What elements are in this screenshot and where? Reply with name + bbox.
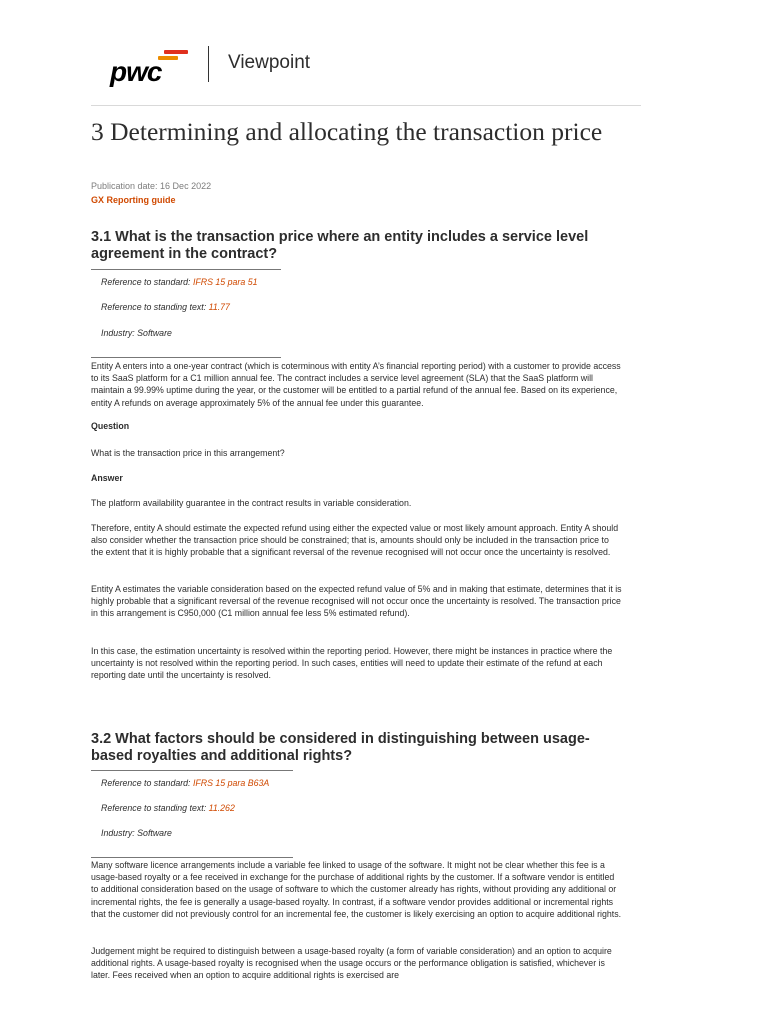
reference-standard — [101, 778, 269, 788]
answer-paragraph: In this case, the estimation uncertainty is resolved within the reporting period. However, there might be instances in practice where the uncertainty is not resolved within the reporting period. In such cases, entities will need to update their estimate of the refund at each reporting date until the uncertainty is resolved. — [91, 646, 613, 681]
reference-standing-text-link[interactable]: 11.262 — [208, 803, 235, 813]
publication-name[interactable]: Viewpoint — [228, 52, 311, 73]
reference-standing-text-label: Reference to standing text: — [101, 302, 209, 312]
guide-link[interactable]: GX Reporting guide — [91, 195, 176, 205]
publication-date: Publication date: 16 Dec 2022 — [91, 181, 212, 191]
answer-paragraph: The platform availability guarantee in the contract results in variable consideration. — [91, 498, 412, 508]
answer-label: Answer — [91, 473, 123, 483]
industry-label: Industry: Software — [101, 828, 172, 838]
answer-paragraph: Entity A estimates the variable consideration based on the expected refund value of 5% and in making that estimate, determines that it is highly probable that a significant reversal of the revenue recognised will not occur once the uncertainty is resolved. The transaction price in this arrangement is C950,000 (C1 million annual fee less 5% estimated refund). — [91, 584, 622, 619]
reference-standing-text — [101, 302, 230, 312]
reference-standing-text-label: Reference to standing text: — [101, 803, 209, 813]
question-text: What is the transaction price in this arrangement? — [91, 448, 285, 458]
reference-standard — [101, 277, 257, 287]
industry-label: Industry: Software — [101, 328, 172, 338]
section-rule — [91, 857, 293, 858]
section-rule — [91, 269, 281, 270]
reference-standard-label: Reference to standard: — [101, 778, 193, 788]
pwc-logo[interactable] — [110, 46, 190, 88]
reference-standard-link[interactable]: IFRS 15 para 51 — [192, 277, 258, 287]
header-rule — [91, 105, 641, 106]
reference-standing-text — [101, 803, 235, 813]
section-rule — [91, 357, 281, 358]
header-divider — [208, 46, 209, 82]
section-rule — [91, 770, 293, 771]
body-paragraph: Many software licence arrangements include a variable fee linked to usage of the software. It might not be clear whether this fee is a usage-based royalty or a fee received in exchange for the purchase of additional rights by the customer. If a software vendor is entitled to additional consideration based on the usage of software to which the customer already has rights, without providing any additional or incremental rights, the fee is generally a usage-based royalty. In contrast, if a software vendor provides additional or incremental rights that the customer did not previously control for an incremental fee, the customer is likely exercising an option to acquire additional rights. — [91, 860, 622, 919]
example-intro: Entity A enters into a one-year contract (which is coterminous with entity A’s financial reporting period) with a customer to provide access to its SaaS platform for a C1 million annual fee. The contract includes a service level agreement (SLA) that the SaaS platform will maintain a 99.99% uptime during the year, or the customer will be entitled to a partial refund of the annual fee. Based on its experience, entity A refunds on average approximately 5% of the annual fee under this guarantee. — [91, 361, 621, 408]
logo-text: pwc — [110, 56, 162, 87]
question-label: Question — [91, 421, 130, 431]
reference-standing-text-link[interactable]: 11.77 — [208, 302, 230, 312]
body-paragraph: Judgement might be required to distinguish between a usage-based royalty (a form of variable consideration) and an option to acquire additional rights. A usage-based royalty is recognised when the usage occurs or the performance obligation is satisfied, whichever is later. Fees received when an option to acquire additional rights is exercised are — [91, 946, 612, 981]
section-heading-3-1: 3.1 What is the transaction price where an entity includes a service level agreement in the contract? — [91, 229, 589, 262]
logo-bar-orange — [164, 50, 188, 54]
answer-paragraph: Therefore, entity A should estimate the expected refund using either the expected value or most likely amount approach. Entity A should also consider whether the transaction price should be constrained; that is, amounts should only be included in the transaction price to the extent that it is highly probable that a significant reversal of the revenue recognised will not occur once the uncertainty is resolved. — [91, 523, 619, 558]
section-heading-3-2: 3.2 What factors should be considered in distinguishing between usage-based royalties and additional rights? — [91, 731, 590, 764]
page-header — [91, 40, 641, 106]
page-title: 3 Determining and allocating the transaction price — [91, 117, 603, 146]
reference-standard-link[interactable]: IFRS 15 para B63A — [192, 778, 270, 788]
reference-standard-label: Reference to standard: — [101, 277, 193, 287]
